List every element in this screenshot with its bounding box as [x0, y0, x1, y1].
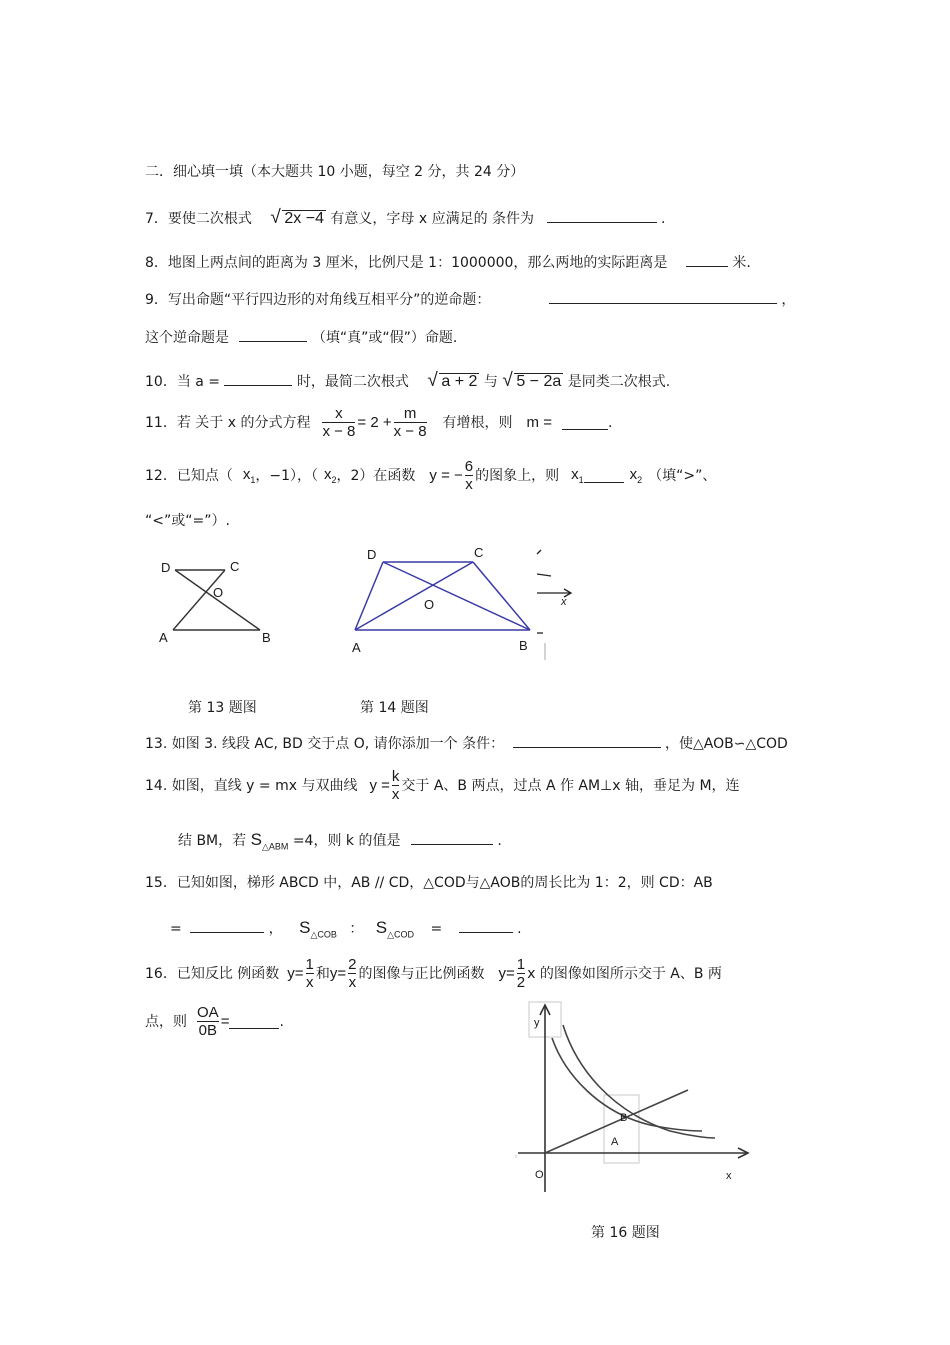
- q11-answer-blank[interactable]: [562, 415, 608, 430]
- q9-line1: 9．写出命题“平行四边形的对角线互相平分”的逆命题：: [145, 292, 491, 308]
- stray-mark: [537, 574, 551, 576]
- question-14: [145, 768, 740, 804]
- q12-line2: “<”或“=”）.: [145, 513, 230, 529]
- q11-f2-den: x − 8: [393, 423, 427, 441]
- q14-line2-mid: =4，则 k 的值是: [292, 833, 401, 849]
- fig16-label-b: B: [620, 1112, 628, 1124]
- q14-f-den: x: [391, 786, 400, 804]
- question-15-line2: [170, 918, 522, 939]
- q9-line2-post: （填“真”或“假”）命题.: [311, 330, 458, 346]
- fig14-label-o: O: [424, 597, 435, 612]
- q16-y2: y=: [329, 965, 347, 983]
- q15-colon: ：: [349, 921, 364, 937]
- q11-fraction-2: [394, 405, 427, 441]
- q16-answer-blank[interactable]: [229, 1014, 279, 1029]
- q16-ratio: $\frac{OA}{0B}$: [197, 1004, 219, 1040]
- q7-prefix: 7．要使二次根式: [145, 211, 252, 227]
- q16-and: 和: [315, 965, 330, 982]
- q11-end: .: [607, 414, 613, 431]
- q12-p1-end: ，−1），（: [255, 467, 318, 484]
- q12-prefix: 12．已知点（: [145, 467, 233, 484]
- q13-answer-blank[interactable]: [513, 733, 661, 748]
- fig16-label-y: y: [534, 1017, 540, 1029]
- q12-end: （填“>”、: [648, 467, 717, 484]
- question-12: [145, 458, 716, 494]
- q12-x2: $x_2$: [323, 465, 337, 485]
- q9-line1-end: ，: [781, 292, 796, 308]
- q12-x1b: $x_1$: [571, 465, 584, 485]
- question-16-line2: [145, 1004, 284, 1040]
- q7-mid: 有意义，字母 x 应满足的 条件为: [330, 211, 535, 227]
- q12-fraction: [465, 458, 473, 494]
- fig13-label-d: D: [161, 560, 171, 575]
- q10-radicand-1: a + 2: [441, 373, 478, 390]
- q9-answer-blank-2[interactable]: [239, 327, 307, 342]
- q16-line2-pre: 点，则: [145, 1013, 187, 1030]
- q16-mid: 的图像与正比例函数: [358, 965, 485, 982]
- q12-answer-blank[interactable]: [584, 468, 624, 483]
- q12-x1: $x_1$: [242, 465, 256, 485]
- fig13-label-o: O: [213, 585, 224, 600]
- question-9-line2: [145, 327, 457, 345]
- fig14-label-b: B: [519, 638, 528, 653]
- q10-mid: 时，最简二次根式: [296, 374, 409, 390]
- q10-prefix: 10．当 a =: [145, 374, 221, 390]
- q14-y-eq: y =: [369, 777, 390, 795]
- question-7: [145, 208, 665, 227]
- fig14-label-x: x: [561, 596, 567, 608]
- q14-prefix: 14. 如图，直线 y = mx 与双曲线: [145, 777, 358, 794]
- section-title: 二．细心填一填（本大题共 10 小题，每空 2 分，共 24 分）: [145, 164, 525, 180]
- q11-fraction-1: [322, 405, 355, 441]
- q12-f-num: 6: [464, 458, 474, 475]
- fig13-label-a: A: [159, 630, 168, 645]
- q14-answer-blank[interactable]: [411, 830, 493, 845]
- q16-line2-end: .: [279, 1013, 284, 1030]
- q15-end: .: [517, 921, 522, 937]
- q12-y-eq: y = −: [429, 467, 463, 485]
- q15-eq2: =: [430, 921, 443, 937]
- q13-end: ，使△AOB∽△COD: [665, 736, 788, 752]
- fig14-caption: 第 14 题图: [360, 700, 429, 716]
- fig13-caption: 第 13 题图: [188, 700, 257, 716]
- question-15: 15．已知如图，梯形 ABCD 中，AB // CD，△COD与△AOB的周长比为 1：2，则 CD：AB: [145, 875, 713, 891]
- question-8: [145, 252, 751, 270]
- segment-cb: [473, 562, 530, 630]
- question-13: [145, 733, 788, 751]
- question-9: [145, 289, 795, 307]
- q7-radical: √ 2x −4: [270, 207, 324, 228]
- q9-answer-blank-1[interactable]: [549, 289, 777, 304]
- q14-fraction: [392, 768, 400, 804]
- q7-radicand: 2x −4: [284, 210, 324, 227]
- q11-mid: 有增根，则: [442, 414, 513, 431]
- q10-end: 是同类二次根式.: [567, 374, 671, 390]
- fig16-label-x: x: [726, 1170, 732, 1182]
- q16-y1: y=: [287, 965, 304, 983]
- q11-f1-num: x: [335, 405, 343, 422]
- q14-mid: 交于 A、B 两点，过点 A 作 AM⊥x 轴，垂足为 M，连: [401, 777, 740, 794]
- q16-end: x 的图像如图所示交于 A、B 两: [527, 965, 722, 982]
- q8-end: 米.: [732, 255, 751, 271]
- q15-s2: $S_{\triangle COD}$: [375, 918, 415, 940]
- question-11: [145, 405, 612, 441]
- q16-r-eq: =: [220, 1013, 230, 1031]
- q12-p2-end: ，2）在函数: [336, 467, 416, 484]
- fig14-label-a: A: [352, 640, 361, 655]
- q10-answer-blank[interactable]: [224, 371, 292, 386]
- q7-answer-blank[interactable]: [547, 208, 657, 223]
- q14-line2-pre: 结 BM，若: [178, 833, 247, 849]
- q15-answer-blank-1[interactable]: [190, 918, 264, 933]
- q12-f-den: x: [465, 476, 473, 494]
- q7-end: .: [660, 211, 666, 227]
- figure-16: [510, 995, 760, 1205]
- q10-radicand-2: 5 − 2a: [516, 373, 562, 390]
- question-16: [145, 956, 722, 992]
- fig16-label-a: A: [611, 1136, 619, 1148]
- q9-line2-pre: 这个逆命题是: [145, 330, 229, 346]
- stray-mark: [537, 550, 541, 554]
- q14-line2-end: .: [497, 833, 502, 849]
- q16-fraction-2: $\frac{2}{x}$: [348, 956, 357, 992]
- q16-y3: y=: [498, 965, 515, 983]
- q11-eq: = 2 +: [357, 414, 392, 432]
- q15-comma: ，: [268, 921, 283, 937]
- q11-m-eq: m =: [526, 414, 552, 432]
- q16-fraction-1: $\frac{1}{x}$: [305, 956, 314, 992]
- fig14-label-d: D: [367, 547, 377, 562]
- q10-radical-2: √ 5 − 2a: [502, 370, 562, 391]
- fig16-caption: 第 16 题图: [591, 1225, 660, 1241]
- q13-text: 13. 如图 3. 线段 AC, BD 交于点 O, 请你添加一个 条件：: [145, 736, 505, 752]
- q11-prefix: 11．若 关于 x 的分式方程: [145, 414, 311, 431]
- question-14-line2: [178, 830, 502, 851]
- q16-prefix: 16．已知反比 例函数: [145, 965, 280, 982]
- q12-mid: 的图象上，则: [475, 467, 560, 484]
- q14-s: $S_{\triangle ABM}$: [250, 830, 289, 852]
- q15-eq: =: [170, 921, 182, 937]
- q11-f1-den: x − 8: [322, 423, 356, 441]
- q8-answer-blank[interactable]: [686, 252, 728, 267]
- fig16-label-o: O: [535, 1169, 544, 1181]
- q14-f-num: k: [391, 768, 400, 785]
- q12-x2b: $x_2$: [629, 465, 643, 485]
- q16-fraction-3: $\frac{1}{2}$: [516, 956, 526, 992]
- fig14-label-c: C: [474, 545, 484, 560]
- segment-ad: [355, 562, 383, 630]
- question-10: [145, 371, 670, 390]
- q11-f2-num: m: [403, 405, 417, 422]
- q15-answer-blank-2[interactable]: [459, 918, 513, 933]
- fig13-label-b: B: [262, 630, 271, 645]
- q15-s1: $S_{\triangle COB}$: [299, 918, 337, 940]
- q8-text: 8．地图上两点间的距离为 3 厘米，比例尺是 1：1000000，那么两地的实际距离是: [145, 255, 668, 271]
- figure-14: [345, 540, 585, 670]
- q10-radical-1: √ a + 2: [427, 370, 478, 391]
- fig13-label-c: C: [230, 559, 240, 574]
- q10-with: 与: [483, 374, 498, 390]
